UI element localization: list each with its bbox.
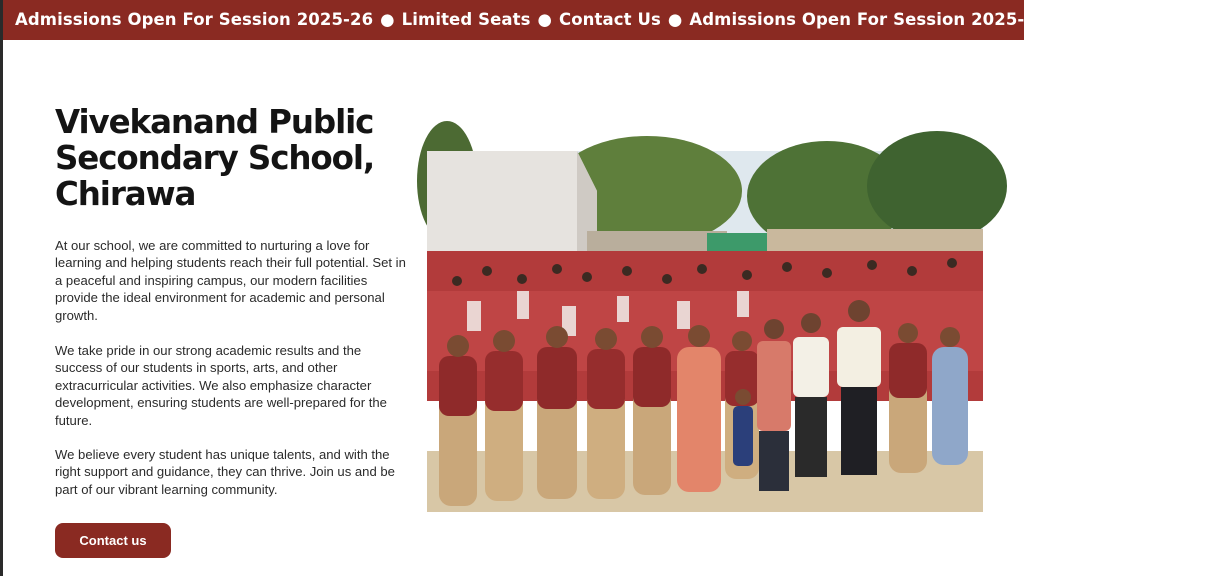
ticker-separator: ● <box>537 10 553 29</box>
ticker-item-admissions: Admissions Open For Session 2025-26 <box>15 10 374 29</box>
ticker-item-admissions: Admissions Open For Session 2025-26 <box>689 10 1048 29</box>
ticker-item-limited-seats: Limited Seats <box>401 10 531 29</box>
intro-paragraph-3: We believe every student has unique talents, and with the right support and guidance, they can thrive. Join us and be part of our vibrant learning community. <box>55 447 395 497</box>
ticker-separator: ● <box>1054 10 1070 29</box>
school-group-photo-illustration <box>427 151 983 512</box>
ticker-separator: ● <box>667 10 683 29</box>
school-group-photo <box>427 151 983 512</box>
contact-us-button[interactable]: Contact us <box>55 523 171 558</box>
intro-paragraph-1: At our school, we are committed to nurturing a love for learning and helping students reach their full potential. Set in a peaceful and inspiring campus, our modern facilities provide the ideal environment for academic and personal growth. <box>55 238 406 323</box>
ticker-item-limited-seats: Limited Seats <box>1076 10 1205 29</box>
ticker-item-contact-us[interactable]: Contact Us <box>559 10 661 29</box>
announcement-ticker <box>3 0 1205 40</box>
page-left-border <box>0 0 3 576</box>
ticker-separator: ● <box>380 10 395 29</box>
page-title: Vivekanand Public Secondary School, Chirawa <box>55 103 375 213</box>
ticker-track <box>15 0 1205 40</box>
intro-paragraph-2: We take pride in our strong academic results and the success of our students in sports, arts, and other extracurricular activities. We also emphasize character development, ensuring students are well-prepared for the future. <box>55 343 387 428</box>
